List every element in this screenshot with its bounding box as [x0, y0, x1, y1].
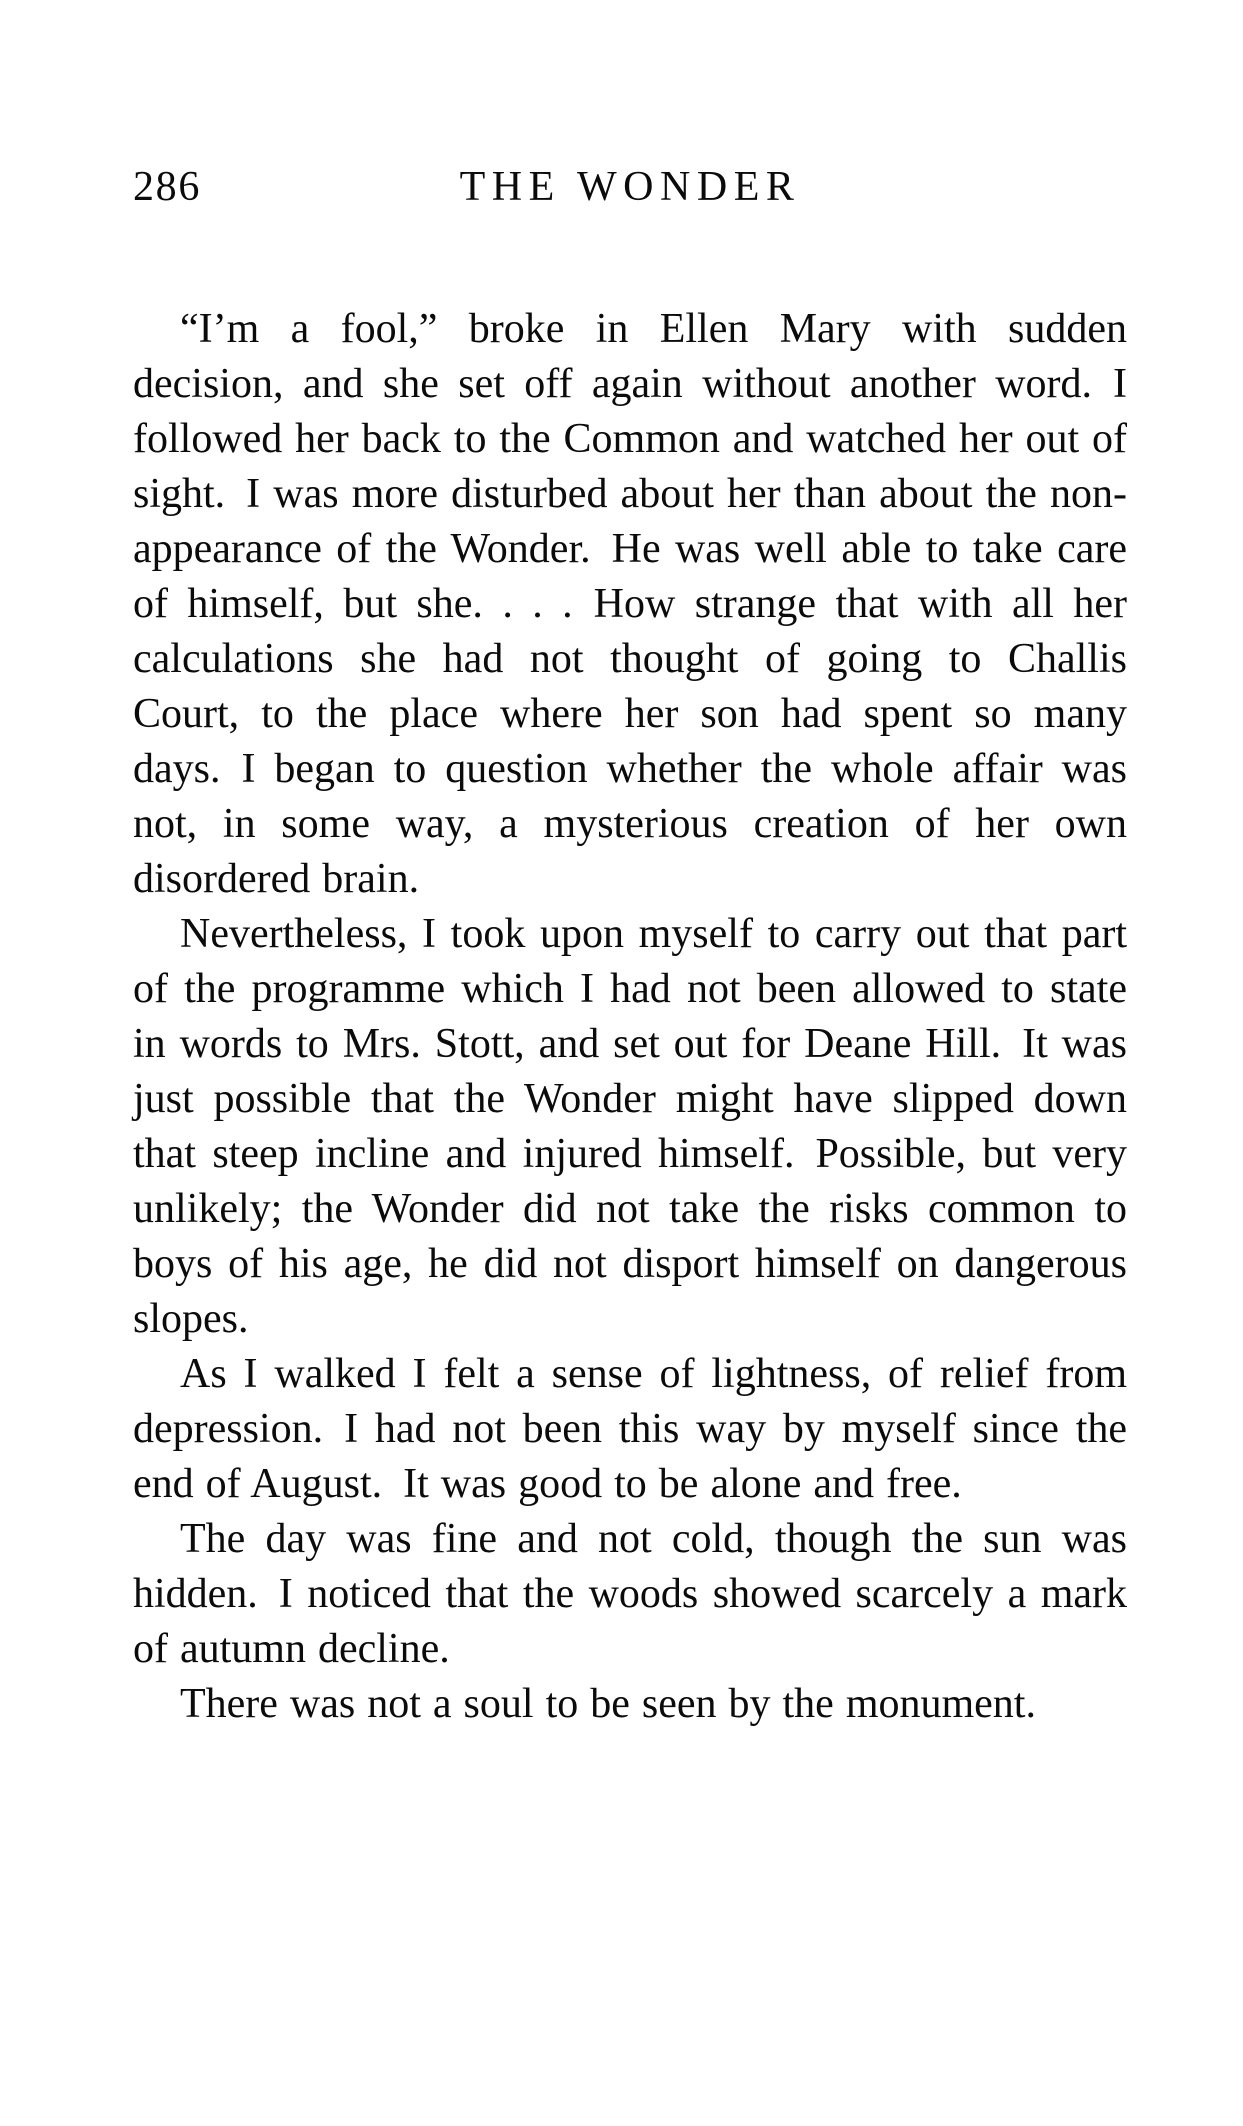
page-number: 286	[133, 164, 202, 210]
paragraph: Nevertheless, I took upon myself to carry out that part of the programme which I had not been allowed to state in words to Mrs. Stott, and set out for Deane Hill. It was just possible that the Wonder might have slipped down that steep incline and injured himself. Possible, but very unlikely; the Wonder did not take the risks common to boys of his age, he did not disport himself on dangerous slopes.	[133, 911, 1127, 1342]
paragraph: As I walked I felt a sense of lightness, of relief from depression. I had not been this way by myself since the end of August. It was good to be alone and free.	[133, 1351, 1127, 1507]
page-body	[133, 302, 1127, 1732]
paragraph: The day was fine and not cold, though the sun was hidden. I noticed that the woods showed scarcely a mark of autumn decline.	[133, 1516, 1127, 1672]
paragraph: “I’m a fool,” broke in Ellen Mary with sudden decision, and she set off again without another word. I followed her back to the Common and watched her out of sight. I was more disturbed about her than about the non-appearance of the Wonder. He was well able to take care of himself, but she. . . . How strange that with all her calculations she had not thought of going to Challis Court, to the place where her son had spent so many days. I began to question whether the whole affair was not, in some way, a mysterious creation of her own disordered brain.	[133, 306, 1127, 902]
paragraph: There was not a soul to be seen by the monument.	[180, 1681, 1036, 1727]
running-title: THE WONDER	[459, 164, 801, 210]
page-header	[133, 163, 1127, 215]
